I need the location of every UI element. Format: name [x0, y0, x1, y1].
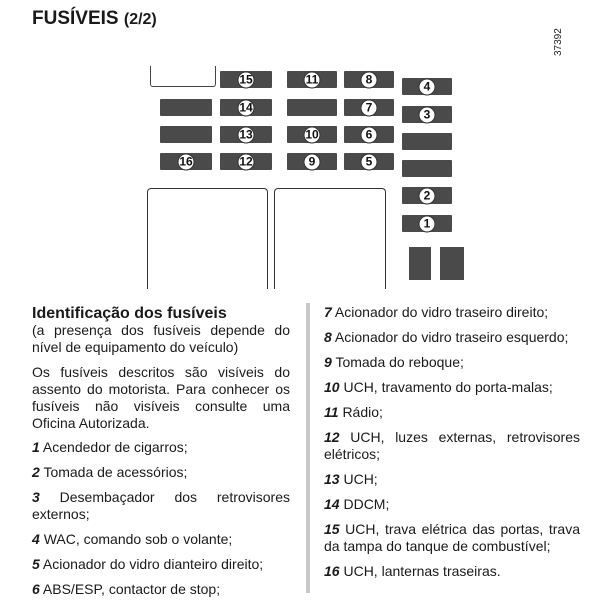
bracket-outline	[150, 66, 216, 87]
list-item: 4 WAC, comando sob o volante;	[32, 531, 233, 547]
fuse-3	[402, 106, 452, 123]
list-item: 15 UCH, trava elétrica das portas, trava da tampa do tanque de combustível;	[324, 521, 581, 554]
relay-block-left	[409, 247, 431, 280]
fuse-2	[402, 187, 452, 204]
list-item: 5 Acionador do vidro dianteiro direito;	[32, 556, 264, 572]
title-suffix: (2/2)	[123, 11, 157, 28]
fuse-4	[402, 78, 452, 95]
fuse-number: 2	[419, 187, 436, 204]
fuse-empty-left-1	[160, 99, 212, 116]
fuse-number: 15	[239, 72, 253, 86]
list-item: 13 UCH;	[324, 471, 378, 487]
list-item: 2 Tomada de acessórios;	[32, 464, 188, 480]
list-item: 9 Tomada do reboque;	[324, 354, 464, 370]
relay-housing-right	[274, 188, 386, 289]
section-note: (a presença dos fusíveis depende do nível de equipamento do veículo)	[32, 322, 290, 355]
column-divider	[306, 303, 310, 593]
fuse-9	[287, 153, 337, 170]
relay-housing-left	[147, 188, 268, 289]
list-item: 6 ABS/ESP, contactor de stop;	[32, 581, 221, 597]
fuse-12	[220, 153, 272, 170]
fuse-number: 9	[304, 153, 321, 170]
list-item: 1 Acendedor de cigarros;	[32, 439, 188, 455]
fuse-number: 13	[239, 127, 253, 141]
fuse-number: 10	[305, 127, 319, 141]
list-item: 11 Rádio;	[324, 404, 383, 420]
fuse-11	[287, 71, 337, 88]
fuse-empty-left-2	[160, 126, 212, 143]
list-item: 12 UCH, luzes externas, retrovisores elétricos;	[324, 429, 580, 462]
fuse-number: 8	[361, 71, 378, 88]
fuse-10	[287, 126, 337, 143]
title-text: FUSÍVEIS	[32, 8, 119, 29]
fuse-7	[344, 99, 394, 116]
list-item: 3 Desembaçador dos retrovisores externos;	[32, 489, 291, 522]
list-item: 7 Acionador do vidro traseiro direito;	[324, 304, 549, 320]
list-item: 8 Acionador do vidro traseiro esquerdo;	[324, 329, 569, 345]
fuse-empty-right-2	[402, 160, 452, 177]
fuse-empty-mid-1	[287, 99, 337, 116]
right-column	[324, 304, 580, 588]
page-title	[32, 8, 157, 30]
fuse-number: 5	[361, 153, 378, 170]
fuse-empty-right-1	[402, 133, 452, 150]
figure-reference: 37392	[553, 28, 564, 56]
fuse-1	[402, 215, 452, 232]
fuse-number: 4	[419, 78, 436, 95]
fuse-number: 11	[304, 71, 321, 88]
fuse-number: 6	[361, 126, 378, 143]
fuse-16	[160, 153, 212, 170]
fuse-15	[220, 71, 272, 88]
list-item: 16 UCH, lanternas traseiras.	[324, 563, 501, 579]
fuse-13	[220, 126, 272, 143]
fuse-number: 16	[179, 154, 193, 168]
fuse-number: 12	[239, 154, 253, 168]
fuse-number: 14	[239, 100, 253, 114]
intro-text: Os fusíveis descritos são visíveis do assento do motorista. Para conhecer os fusíveis não visíveis consulte uma Oficina Autorizada.	[32, 364, 290, 431]
fuse-5	[344, 153, 394, 170]
fuse-number: 1	[419, 215, 436, 232]
relay-block-right	[440, 247, 464, 280]
left-column	[32, 305, 290, 606]
section-heading: Identificação dos fusíveis	[32, 305, 227, 322]
fuse-6	[344, 126, 394, 143]
fuse-8	[344, 71, 394, 88]
list-item: 14 DDCM;	[324, 496, 390, 512]
fuse-number: 7	[361, 99, 378, 116]
fuse-number: 3	[419, 106, 436, 123]
list-item: 10 UCH, travamento do porta-malas;	[324, 379, 553, 395]
fuse-14	[220, 99, 272, 116]
